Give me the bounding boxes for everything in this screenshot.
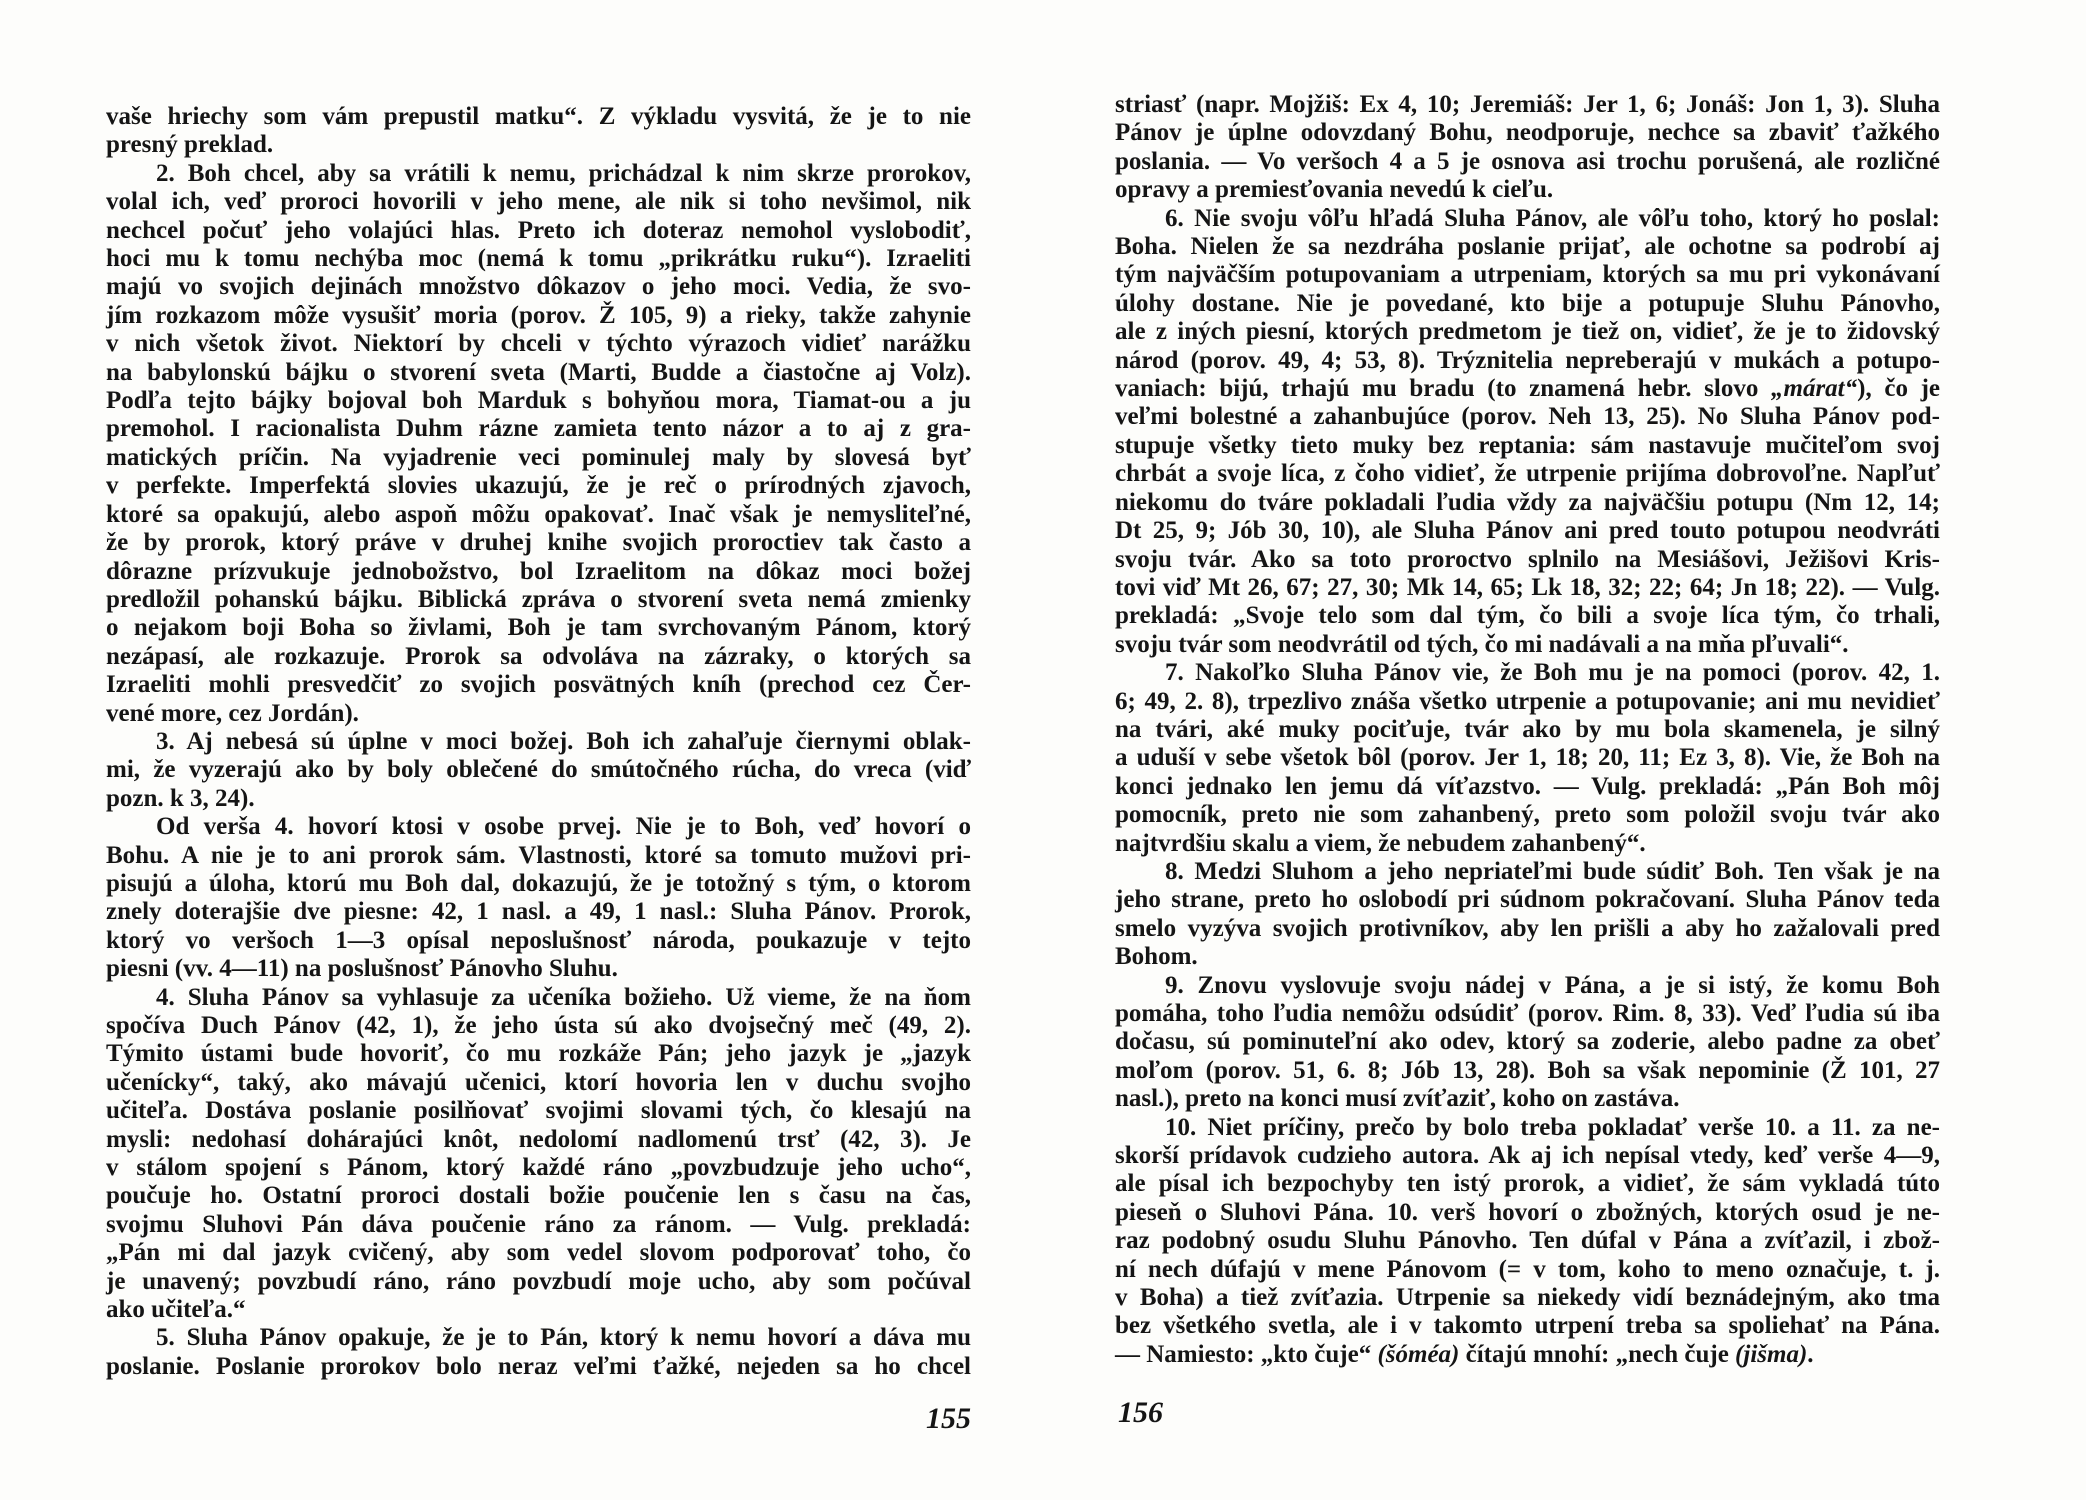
text-line: tým najväčším potupovaniam a utrpeniam, ktorých sa mu pri vykonávaní xyxy=(1115,261,1940,289)
text-line: 10. Niet príčiny, prečo by bolo treba pokladať verše 10. a 11. za ne- xyxy=(1165,1113,1940,1141)
text-line: pomocník, preto nie som zahanbený, preto som položil svoju tvár ako xyxy=(1115,801,1940,829)
text-line: premohol. I racionalista Duhm rázne zamieta tento názor a to aj z gra- xyxy=(106,415,971,443)
page-number: 155 xyxy=(926,1402,971,1435)
text-line: niekomu do tváre pokladali ľudia vždy za najväčšiu potupu (Nm 12, 14; xyxy=(1115,488,1940,516)
text-line: „Pán mi dal jazyk cvičený, aby som vedel slovom podporovať toho, čo xyxy=(106,1239,971,1267)
text-line: ktorý vo veršoch 1—3 opísal neposlušnosť národa, poukazuje v tejto xyxy=(106,926,971,954)
text-line: pisujú a úloha, ktorú mu Boh dal, dokazujú, že je totožný s tým, o ktorom xyxy=(106,869,971,897)
text-line: predložil pohanskú bájku. Biblická zpráva o stvorení sveta nemá zmienky xyxy=(106,585,971,613)
text-line: 8. Medzi Sluhom a jeho nepriateľmi bude súdiť Boh. Ten však je na xyxy=(1165,857,1940,885)
text-line: stupuje všetky tieto muky bez reptania: sám nastavuje mučiteľom svoj xyxy=(1115,431,1940,459)
text-line: 6; 49, 2. 8), trpezlivo znáša všetko utrpenie a potupovanie; ani mu nevidieť xyxy=(1115,687,1940,715)
text-line: vené more, cez Jordán). xyxy=(106,699,359,727)
text-line: že by prorok, ktorý práve v druhej knihe svojich proroctiev tak často a xyxy=(106,529,971,557)
paragraph xyxy=(106,103,971,160)
italic-term: (šóméa) xyxy=(1377,1340,1460,1368)
text-line: majú vo svojich dejinách množstvo dôkazov o jeho moci. Vedia, že svo- xyxy=(106,273,971,301)
text-line: prekladá: „Svoje telo som dal tým, čo bili a svoje líca tým, čo trhali, xyxy=(1115,602,1940,630)
text-line: konci jednako len jemu dá víťazstvo. — Vulg. prekladá: „Pán Boh môj xyxy=(1115,772,1940,800)
text-line: vaše hriechy som vám prepustil matku“. Z výkladu vysvitá, že je to nie xyxy=(106,103,971,130)
text-line: svoju tvár som neodvrátil od tých, čo mi nadávali a na mňa pľuvali“. xyxy=(1115,630,1849,658)
left-page-text xyxy=(106,103,971,1381)
right-page-text xyxy=(1115,91,1940,1369)
text-line: pozn. k 3, 24). xyxy=(106,784,255,812)
text-line: Dt 25, 9; Jób 30, 10), ale Sluha Pánov ani pred touto potupou neodvráti xyxy=(1115,517,1940,545)
text-segment: ), čo je xyxy=(1857,375,1941,403)
italic-term: „márat“ xyxy=(1771,375,1858,403)
text-line: 6. Nie svoju vôľu hľadá Sluha Pánov, ale vôľu toho, ktorý ho poslal: xyxy=(1165,204,1940,232)
text-line: 4. Sluha Pánov sa vyhlasuje za učeníka božieho. Už vieme, že na ňom xyxy=(156,983,971,1011)
text-line: národ (porov. 49, 4; 53, 8). Trýznitelia nepreberajú v mukách a potupo- xyxy=(1115,346,1940,374)
text-line: Bohom. xyxy=(1115,943,1198,971)
text-line: spočíva Duch Pánov (42, 1), že jeho ústa sú ako dvojsečný meč (49, 2). xyxy=(106,1012,971,1039)
text-line: v perfekte. Imperfektá slovies ukazujú, že je reč o prírodných zjavoch, xyxy=(106,472,971,500)
text-line: moľom (porov. 51, 6. 8; Jób 13, 28). Boh sa však nepominie (Ž 101, 27 xyxy=(1115,1056,1940,1084)
text-line: jeho strane, preto ho oslobodí pri súdnom pokračovaní. Sluha Pánov teda xyxy=(1115,886,1940,914)
text-line: nechcel počuť jeho volajúci hlas. Preto ich doteraz nemohol vyslobodiť, xyxy=(106,216,971,244)
text-line: smelo vyzýva svojich protivníkov, aby len prišli a aby ho zažalovali pred xyxy=(1115,914,1940,942)
text-line xyxy=(1115,1341,1940,1369)
text-line: 9. Znovu vyslovuje svoju nádej v Pána, a je si istý, že komu Boh xyxy=(1165,971,1940,999)
text-line: veľmi bolestné a zahanbujúce (porov. Neh 13, 25). No Sluha Pánov pod- xyxy=(1115,403,1940,431)
paragraph xyxy=(106,728,971,813)
paragraph xyxy=(106,160,971,728)
text-line: učenícky“, taký, ako mávajú učenici, ktorí hovoria len v duchu svojho xyxy=(106,1068,971,1096)
paragraph xyxy=(106,984,971,1325)
italic-term: (jišma) xyxy=(1735,1340,1808,1368)
text-line: Izraeliti mohli presvedčiť zo svojich posvätných kníh (prechod cez Čer- xyxy=(106,671,971,699)
text-line: a uduší v sebe všetok bôl (porov. Jer 1, 18; 20, 11; Ez 3, 8). Vie, že Boh na xyxy=(1115,744,1940,772)
text-line: chrbát a svoje líca, z čoho vidieť, že utrpenie prijíma dobrovoľne. Napľuť xyxy=(1115,460,1940,488)
text-line: Podľa tejto bájky bojoval boh Marduk s bohyňou mora, Tiamat-ou a ju xyxy=(106,387,971,415)
paragraph xyxy=(106,813,971,983)
text-line: Od verša 4. hovorí ktosi v osobe prvej. Nie je to Boh, veď hovorí o xyxy=(156,813,971,841)
text-line: pieseň o Sluhovi Pána. 10. verš hovorí o zbožných, ktorých osud je ne- xyxy=(1115,1198,1940,1226)
paragraph xyxy=(1115,972,1940,1114)
text-line: v Boha) a tiež zvíťazia. Utrpenie sa niekedy vidí beznádejným, ako tma xyxy=(1115,1284,1940,1312)
paragraph xyxy=(1115,91,1940,205)
text-line: poslania. — Vo veršoch 4 a 5 je osnova asi trochu porušená, ale rozličné xyxy=(1115,147,1940,175)
paragraph xyxy=(1115,858,1940,972)
text-line: pomáha, toho ľudia nemôžu odsúdiť (porov. Rim. 8, 33). Veď ľudia sú iba xyxy=(1115,1000,1940,1027)
text-line: Bohu. A nie je to ani prorok sám. Vlastnosti, ktoré sa tomuto mužovi pri- xyxy=(106,841,971,869)
text-line: mi, že vyzerajú ako by boly oblečené do smútočného rúcha, do vreca (viď xyxy=(106,756,971,784)
text-segment: čítajú mnohí: „nech čuje xyxy=(1459,1340,1736,1368)
text-line: tovi viď Mt 26, 67; 27, 30; Mk 14, 65; Lk 18, 32; 22; 64; Jn 18; 22). — Vulg. xyxy=(1115,573,1940,601)
text-line: piesni (vv. 4—11) na poslušnosť Pánovho Sluhu. xyxy=(106,955,618,983)
paragraph xyxy=(1115,205,1940,660)
text-line: znely doterajšie dve piesne: 42, 1 nasl. a 49, 1 nasl.: Sluha Pánov. Prorok, xyxy=(106,898,971,926)
text-line: dôrazne prízvukuje jednobožstvo, bol Izraelitom na dôkaz moci božej xyxy=(106,557,971,585)
text-line: 3. Aj nebesá sú úplne v moci božej. Boh ich zahaľuje čiernymi oblak- xyxy=(156,727,971,755)
text-line: na tvári, aké muky pociťuje, tvár ako by mu bola skamenela, je silný xyxy=(1115,715,1940,743)
paragraph xyxy=(1115,1114,1940,1370)
text-line: v stálom spojení s Pánom, ktorý každé ráno „povzbudzuje jeho ucho“, xyxy=(106,1154,971,1182)
text-line: ale z iných piesní, ktorých predmetom je tiež on, vidieť, že je to židovský xyxy=(1115,318,1940,346)
text-line: poslanie. Poslanie prorokov bolo neraz veľmi ťažké, nejeden sa ho chcel xyxy=(106,1352,971,1380)
paragraph xyxy=(1115,659,1940,858)
text-line: raz podobný osudu Sluhu Pánovho. Ten dúfal v Pána a zvíťazil, i zbož- xyxy=(1115,1227,1940,1255)
text-line: učiteľa. Dostáva poslanie posilňovať svojimi slovami tých, čo klesajú na xyxy=(106,1097,971,1125)
text-line: mysli: nedohasí dohárajúci knôt, nedolomí nadlomenú trsť (42, 3). Je xyxy=(106,1125,971,1153)
text-line: skorší prídavok cudzieho autora. Ak aj ich nepísal vtedy, keď verše 4—9, xyxy=(1115,1142,1940,1170)
text-line: hoci mu k tomu nechýba moc (nemá k tomu „prikrátku ruku“). Izraeliti xyxy=(106,245,971,273)
text-line: úlohy dostane. Nie je povedané, kto bije a potupuje Sluhu Pánovho, xyxy=(1115,289,1940,317)
text-line: nezápasí, ale rozkazuje. Prorok sa odvoláva na zázraky, o ktorých sa xyxy=(106,642,971,670)
text-line xyxy=(1115,375,1940,403)
text-line: ako učiteľa.“ xyxy=(106,1296,246,1324)
text-line: Boha. Nielen že sa nezdráha poslanie prijať, ale ochotne sa podrobí aj xyxy=(1115,233,1940,261)
paragraph xyxy=(106,1324,971,1381)
text-line: ní nech dúfajú v mene Pánovom (= v tom, koho to meno označuje, t. j. xyxy=(1115,1255,1940,1283)
text-line: matických príčin. Na vyjadrenie veci pominulej maly by slovesá byť xyxy=(106,443,971,471)
text-line: 7. Nakoľko Sluha Pánov vie, že Boh mu je na pomoci (porov. 42, 1. xyxy=(1165,659,1940,687)
text-line: Týmito ústami bude hovoriť, čo mu rozkáže Pán; jeho jazyk je „jazyk xyxy=(106,1040,971,1068)
text-line: 5. Sluha Pánov opakuje, že je to Pán, ktorý k nemu hovorí a dáva mu xyxy=(156,1324,971,1352)
text-line: najtvrdšiu skalu a viem, že nebudem zahanbený“. xyxy=(1115,829,1646,857)
text-line: opravy a premiesťovania nevedú k cieľu. xyxy=(1115,176,1554,204)
text-line: o nejakom boji Boha so živlami, Boh je tam svrchovaným Pánom, ktorý xyxy=(106,614,971,642)
text-line: je unavený; povzbudí ráno, ráno povzbudí moje ucho, aby som počúval xyxy=(106,1267,971,1295)
text-line: svojmu Sluhovi Pán dáva poučenie ráno za ránom. — Vulg. prekladá: xyxy=(106,1210,971,1238)
text-line: poučuje ho. Ostatní proroci dostali božie poučenie len s času na čas, xyxy=(106,1182,971,1210)
text-line: Pánov je úplne odovzdaný Bohu, neodporuje, nechce sa zbaviť ťažkého xyxy=(1115,119,1940,147)
text-line: ale písal ich bezpochyby ten istý prorok, a vidieť, že sám vykladá túto xyxy=(1115,1170,1940,1198)
text-segment: — Namiesto: „kto čuje“ xyxy=(1115,1340,1378,1368)
text-line: nasl.), preto na konci musí zvíťaziť, koho on zastáva. xyxy=(1115,1085,1680,1113)
text-line: striasť (napr. Mojžiš: Ex 4, 10; Jeremiáš: Jer 1, 6; Jonáš: Jon 1, 3). Sluha xyxy=(1115,91,1940,118)
text-line: svoju tvár. Ako sa toto proroctvo splnilo na Mesiášovi, Ježišovi Kris- xyxy=(1115,545,1940,573)
page-number: 156 xyxy=(1118,1396,1163,1429)
text-line: ktoré sa opakujú, alebo aspoň môžu opakovať. Inač však je nemysliteľné, xyxy=(106,500,971,528)
text-line: na babylonskú bájku o stvorení sveta (Marti, Budde a čiastočne aj Volz). xyxy=(106,358,971,386)
text-segment: . xyxy=(1807,1340,1814,1368)
text-line: bez všetkého svetla, ale i v takomto utrpení treba sa spoliehať na Pána. xyxy=(1115,1312,1940,1340)
text-line: 2. Boh chcel, aby sa vrátili k nemu, prichádzal k nim skrze prorokov, xyxy=(156,159,971,187)
text-line: dočasu, sú pominuteľní ako odev, ktorý sa zoderie, alebo padne za obeť xyxy=(1115,1028,1940,1056)
text-line: v nich všetok život. Niektorí by chceli v týchto výrazoch vidieť narážku xyxy=(106,330,971,358)
text-line: volal ich, veď proroci hovorili v jeho mene, ale nik si toho nevšimol, nik xyxy=(106,188,971,216)
text-line: jím rozkazom môže vysušiť moria (porov. Ž 105, 9) a rieky, takže zahynie xyxy=(106,301,971,329)
text-line: presný preklad. xyxy=(106,131,274,159)
text-segment: vaniach: bijú, trhajú mu bradu (to znamená hebr. slovo xyxy=(1115,375,1771,403)
